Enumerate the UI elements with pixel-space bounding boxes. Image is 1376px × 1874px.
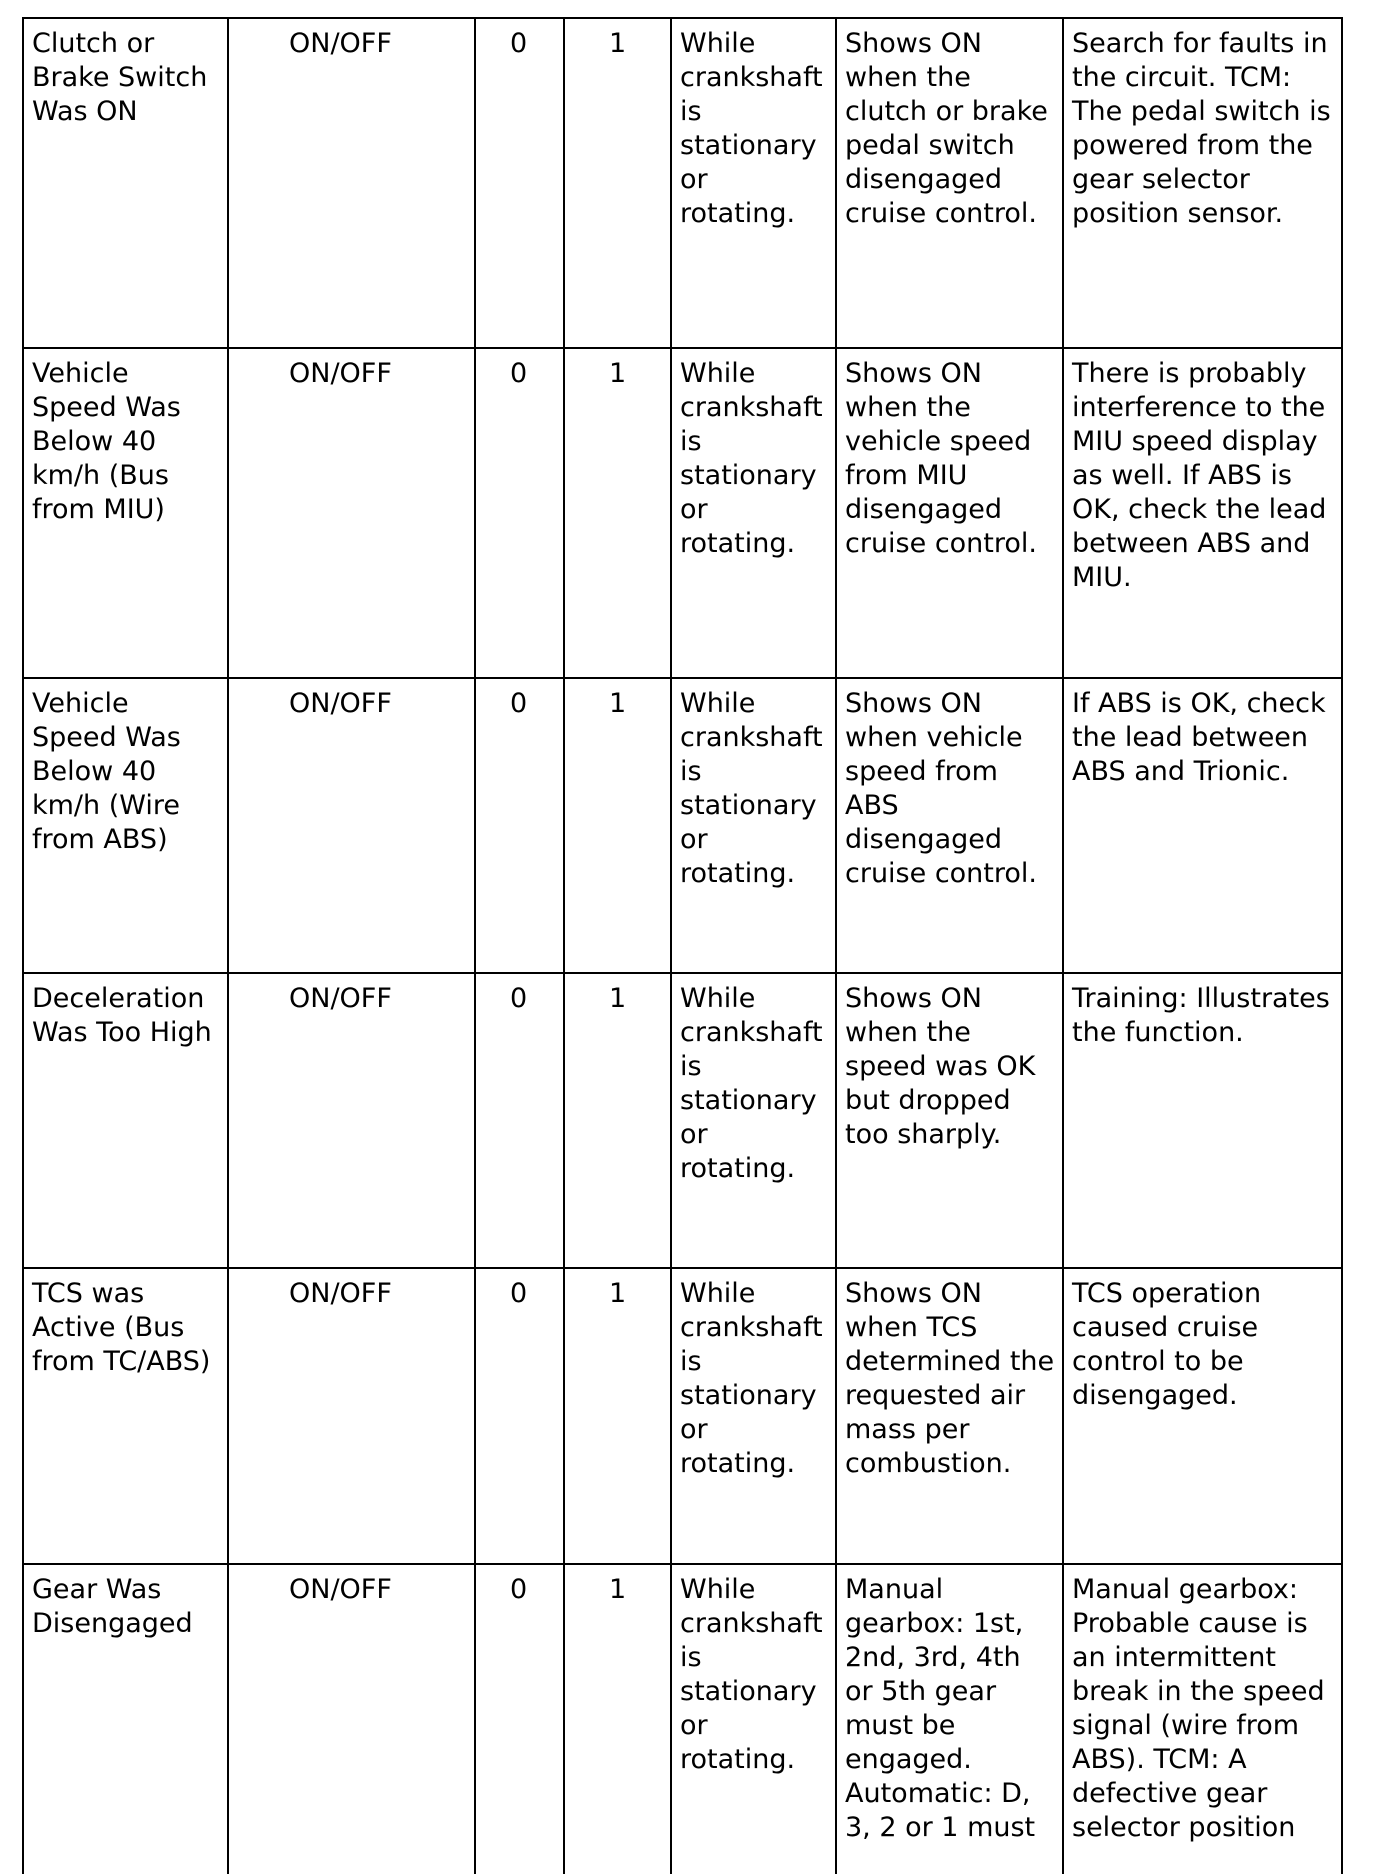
min-cell: 0 — [475, 973, 564, 1268]
max-cell: 1 — [564, 1564, 671, 1874]
condition-cell: While crankshaft is stationary or rotating. — [671, 1564, 836, 1874]
table-row — [23, 1564, 1342, 1874]
unit-cell: ON/OFF — [228, 1268, 475, 1564]
remark-cell: Search for faults in the circuit. TCM: The pedal switch is powered from the gear selector position sensor. — [1063, 18, 1342, 348]
max-cell: 1 — [564, 348, 671, 678]
unit-cell: ON/OFF — [228, 1564, 475, 1874]
max-cell: 1 — [564, 1268, 671, 1564]
min-cell: 0 — [475, 1268, 564, 1564]
parameter-cell: Clutch or Brake Switch Was ON — [23, 18, 228, 348]
min-cell: 0 — [475, 678, 564, 973]
max-cell: 1 — [564, 678, 671, 973]
description-cell: Shows ON when the clutch or brake pedal switch disengaged cruise control. — [836, 18, 1063, 348]
parameter-cell: Vehicle Speed Was Below 40 km/h (Wire from ABS) — [23, 678, 228, 973]
remark-cell: Training: Illustrates the function. — [1063, 973, 1342, 1268]
condition-cell: While crankshaft is stationary or rotating. — [671, 1268, 836, 1564]
table-row — [23, 973, 1342, 1268]
description-cell: Shows ON when the speed was OK but dropped too sharply. — [836, 973, 1063, 1268]
condition-cell: While crankshaft is stationary or rotating. — [671, 678, 836, 973]
description-cell: Shows ON when TCS determined the requested air mass per combustion. — [836, 1268, 1063, 1564]
unit-cell: ON/OFF — [228, 18, 475, 348]
table-row — [23, 348, 1342, 678]
condition-cell: While crankshaft is stationary or rotating. — [671, 973, 836, 1268]
max-cell: 1 — [564, 18, 671, 348]
condition-cell: While crankshaft is stationary or rotating. — [671, 348, 836, 678]
parameter-cell: TCS was Active (Bus from TC/ABS) — [23, 1268, 228, 1564]
table-row — [23, 18, 1342, 348]
description-cell: Shows ON when the vehicle speed from MIU disengaged cruise control. — [836, 348, 1063, 678]
min-cell: 0 — [475, 1564, 564, 1874]
unit-cell: ON/OFF — [228, 973, 475, 1268]
min-cell: 0 — [475, 348, 564, 678]
min-cell: 0 — [475, 18, 564, 348]
parameter-cell: Gear Was Disengaged — [23, 1564, 228, 1874]
description-cell: Shows ON when vehicle speed from ABS disengaged cruise control. — [836, 678, 1063, 973]
unit-cell: ON/OFF — [228, 348, 475, 678]
parameter-cell: Vehicle Speed Was Below 40 km/h (Bus from MIU) — [23, 348, 228, 678]
remark-cell: There is probably interference to the MIU speed display as well. If ABS is OK, check the lead between ABS and MIU. — [1063, 348, 1342, 678]
remark-cell: Manual gearbox: Probable cause is an intermittent break in the speed signal (wire from ABS). TCM: A defective gear selector position — [1063, 1564, 1342, 1874]
description-cell: Manual gearbox: 1st, 2nd, 3rd, 4th or 5th gear must be engaged. Automatic: D, 3, 2 or 1 must — [836, 1564, 1063, 1874]
unit-cell: ON/OFF — [228, 678, 475, 973]
max-cell: 1 — [564, 973, 671, 1268]
condition-cell: While crankshaft is stationary or rotating. — [671, 18, 836, 348]
table-row — [23, 678, 1342, 973]
remark-cell: TCS operation caused cruise control to be disengaged. — [1063, 1268, 1342, 1564]
table-row — [23, 1268, 1342, 1564]
remark-cell: If ABS is OK, check the lead between ABS and Trionic. — [1063, 678, 1342, 973]
parameter-cell: Deceleration Was Too High — [23, 973, 228, 1268]
parameter-table — [22, 17, 1343, 1874]
